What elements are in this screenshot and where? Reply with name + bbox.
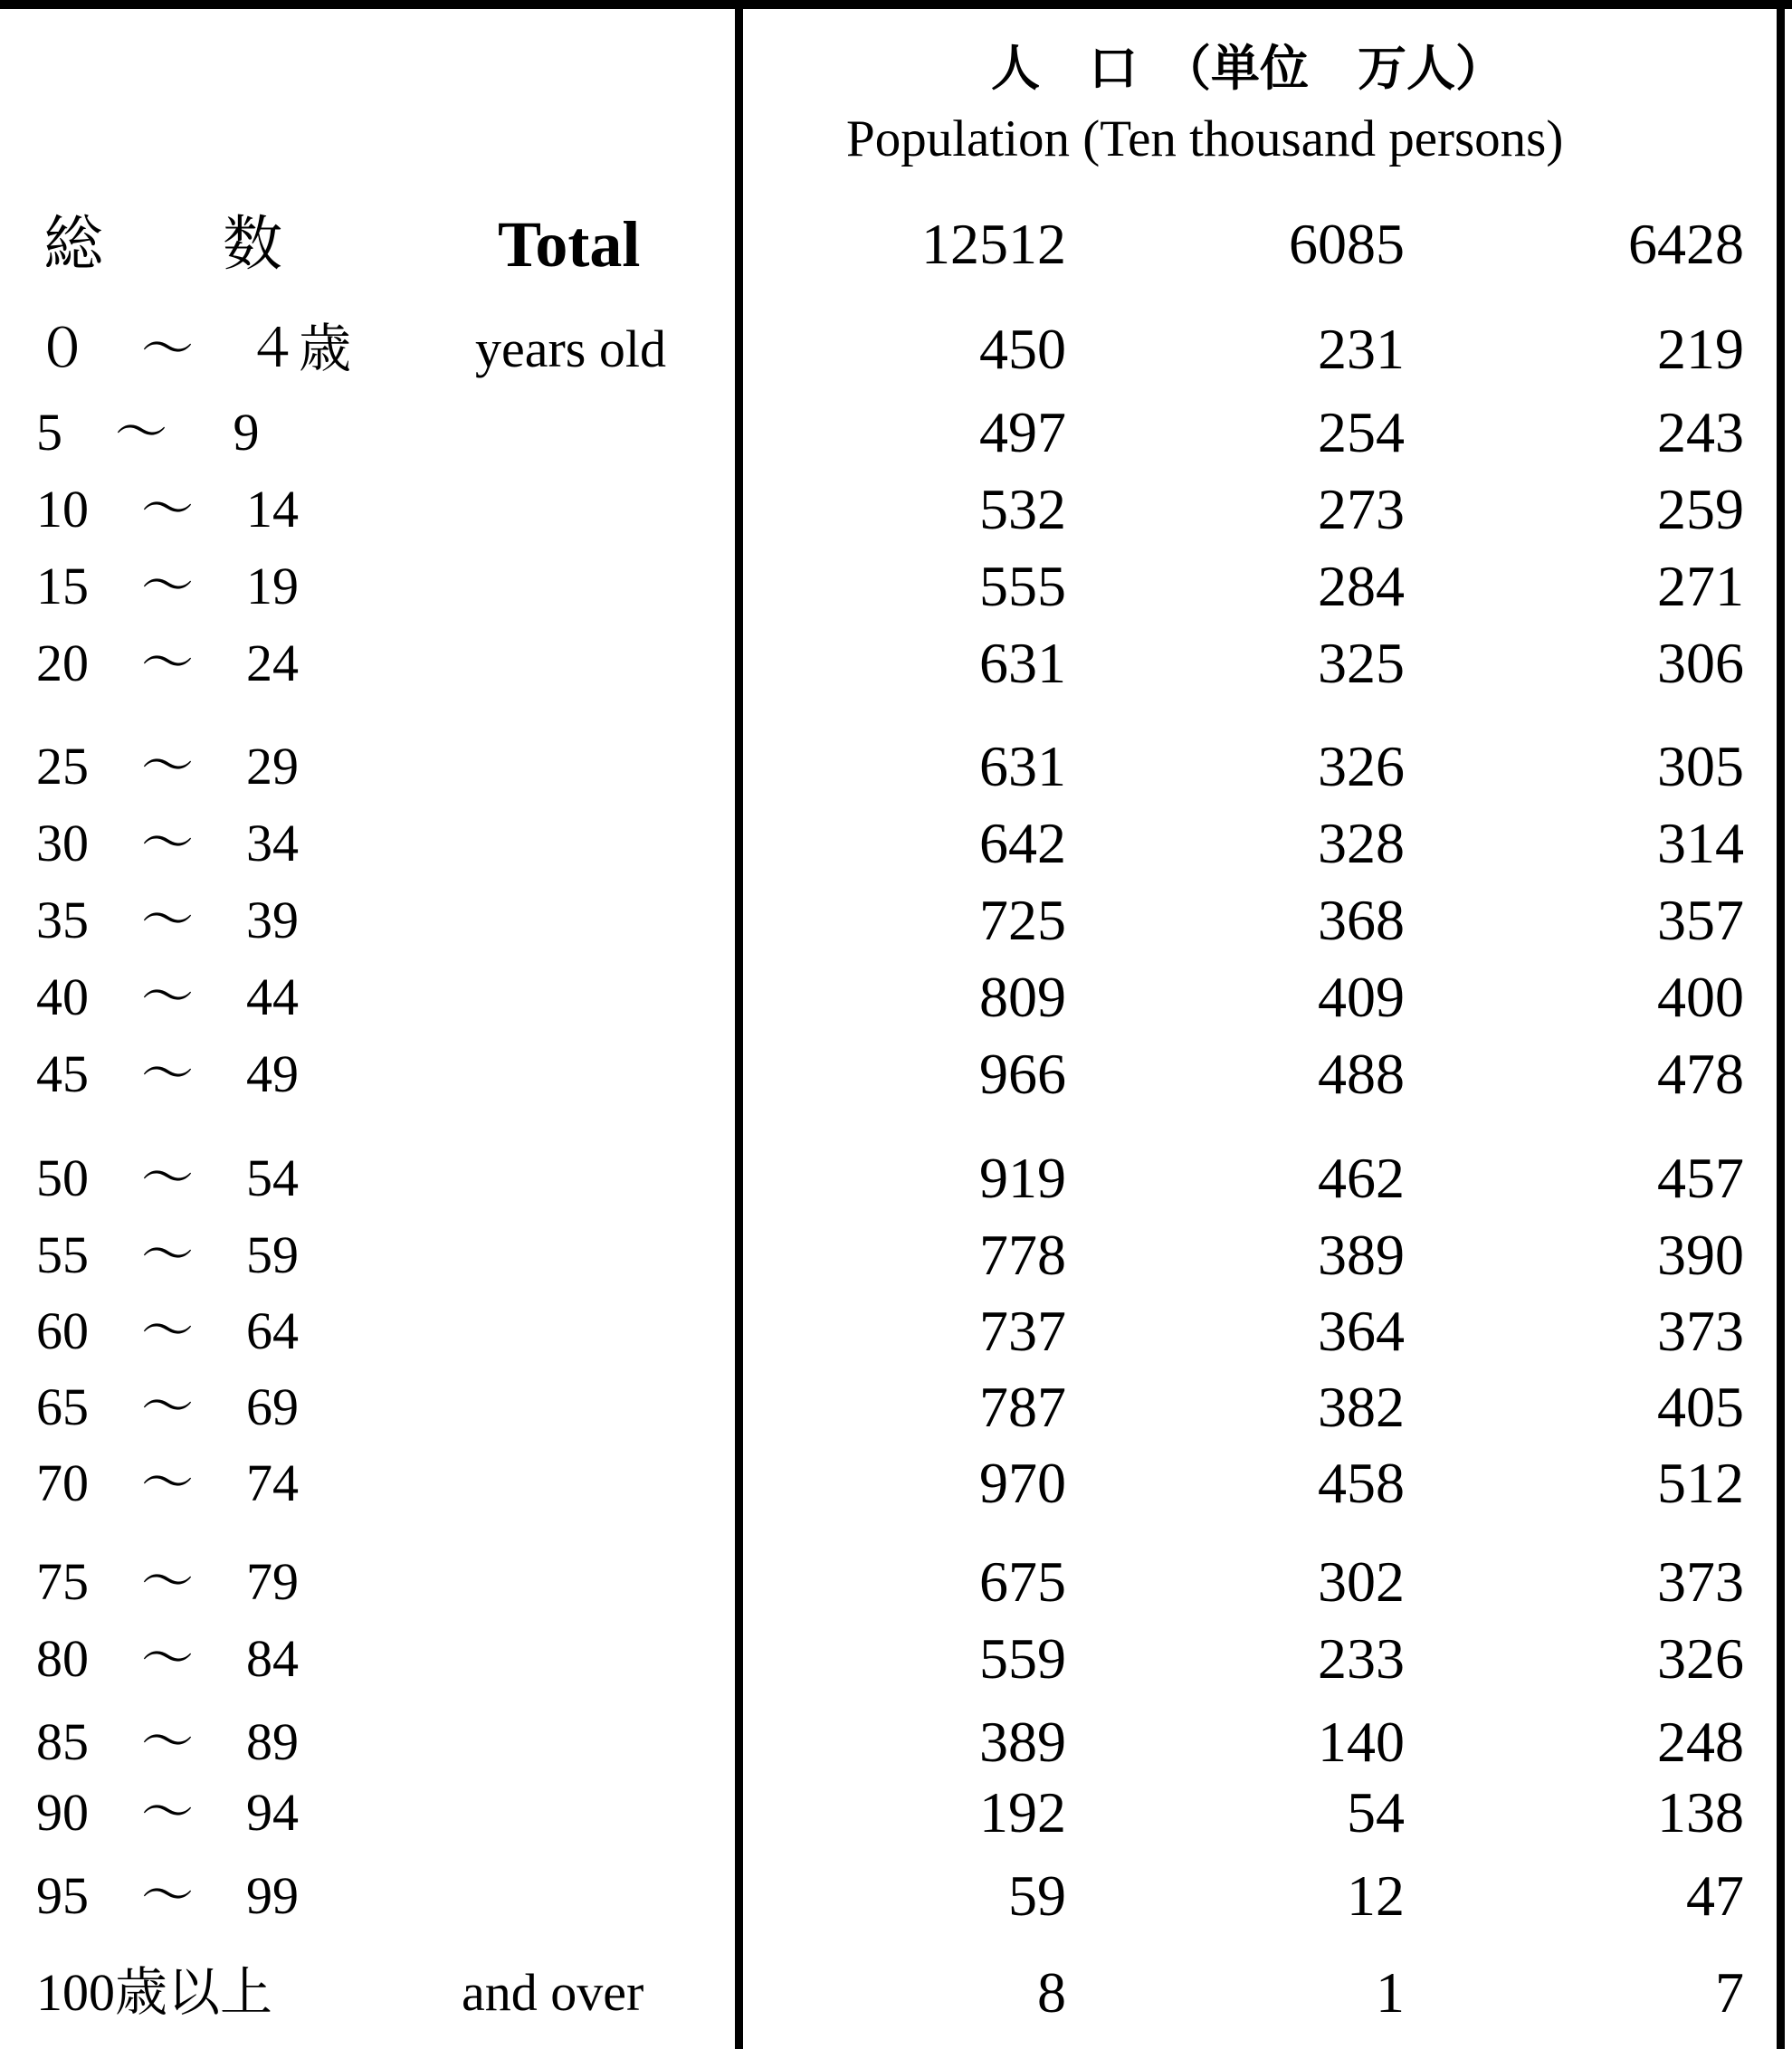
table-row [0,1138,1792,1219]
population-value: 457 [1657,1146,1744,1210]
total-value: 6428 [1628,212,1744,276]
population-value: 364 [1318,1299,1405,1363]
population-value: 59 [1008,1863,1066,1928]
population-value: 405 [1657,1375,1744,1439]
population-value: 919 [979,1146,1066,1210]
table-row [0,957,1792,1038]
population-value: 314 [1657,811,1744,875]
population-value: 373 [1657,1549,1744,1614]
top-tick [1077,0,1080,9]
total-value: 12512 [921,212,1066,276]
population-value: 1 [1376,1960,1405,2025]
population-value: 284 [1318,554,1405,618]
table-row [0,1367,1792,1448]
population-value: 458 [1318,1451,1405,1515]
population-value: 631 [979,631,1066,695]
population-value: 389 [979,1710,1066,1774]
table-row [0,1952,1792,2034]
header-title-jp: 人 口 （単位 万人） [991,40,1504,97]
table-row [0,1443,1792,1524]
table-row [0,1541,1792,1623]
table-row [0,1215,1792,1296]
top-tick [1417,0,1420,9]
unit-label: and over [462,1963,644,2022]
population-value: 325 [1318,631,1405,695]
age-range-label: 15 ～ 19 [36,557,300,615]
population-value: 555 [979,554,1066,618]
population-value: 54 [1347,1780,1405,1844]
age-range-label: 55 ～ 59 [36,1225,300,1284]
population-value: 737 [979,1299,1066,1363]
population-value: 497 [979,400,1066,464]
population-value: 409 [1318,965,1405,1029]
population-value: 970 [979,1451,1066,1515]
population-value: 47 [1686,1863,1744,1928]
table-row [0,1034,1792,1115]
population-value: 373 [1657,1299,1744,1363]
population-value: 8 [1037,1960,1066,2025]
age-range-label: ０ ～ ４歳 [36,319,352,378]
age-range-label: 5 ～ 9 [36,403,260,462]
table-row [0,803,1792,884]
population-value: 642 [979,811,1066,875]
population-value: 302 [1318,1549,1405,1614]
population-value: 725 [979,888,1066,952]
table-row [0,623,1792,704]
population-value: 966 [979,1042,1066,1106]
population-value: 259 [1657,477,1744,541]
age-range-label: 75 ～ 79 [36,1552,300,1611]
table-row [0,726,1792,807]
unit-label: years old [475,319,666,378]
population-value: 328 [1318,811,1405,875]
population-value: 368 [1318,888,1405,952]
population-value: 233 [1318,1626,1405,1691]
population-value: 382 [1318,1375,1405,1439]
age-range-label: 65 ～ 69 [36,1377,300,1436]
population-value: 787 [979,1375,1066,1439]
population-value: 243 [1657,400,1744,464]
population-value: 400 [1657,965,1744,1029]
population-value: 478 [1657,1042,1744,1106]
age-range-label: 100歳以上 [36,1963,273,2022]
population-value: 512 [1657,1451,1744,1515]
population-value: 631 [979,734,1066,798]
table-row [0,392,1792,473]
population-value: 254 [1318,400,1405,464]
table-row [0,1701,1792,1783]
age-range-label: 25 ～ 29 [36,737,300,796]
population-value: 219 [1657,317,1744,381]
age-range-label: 95 ～ 99 [36,1866,300,1925]
age-range-label: 90 ～ 94 [36,1783,300,1842]
age-range-label: 80 ～ 84 [36,1629,300,1688]
population-value: 305 [1657,734,1744,798]
population-value: 231 [1318,317,1405,381]
age-range-label: 50 ～ 54 [36,1148,300,1207]
total-value: 6085 [1289,212,1405,276]
table-row [0,1772,1792,1854]
table-row [0,1855,1792,1937]
population-value: 138 [1657,1780,1744,1844]
age-range-label: 60 ～ 64 [36,1301,300,1360]
population-value: 450 [979,317,1066,381]
population-value: 809 [979,965,1066,1029]
table-row [0,309,1792,390]
table-row [0,880,1792,961]
table-row [0,546,1792,627]
age-range-label: 45 ～ 49 [36,1044,300,1103]
total-label-jp: 総 数 [43,209,282,279]
population-value: 273 [1318,477,1405,541]
age-range-label: 85 ～ 89 [36,1712,300,1771]
population-value: 488 [1318,1042,1405,1106]
population-value: 7 [1715,1960,1744,2025]
table-row [0,1291,1792,1372]
population-value: 326 [1657,1626,1744,1691]
age-range-label: 70 ～ 74 [36,1453,300,1512]
population-value: 248 [1657,1710,1744,1774]
population-value: 192 [979,1780,1066,1844]
population-value: 271 [1657,554,1744,618]
population-value: 12 [1347,1863,1405,1928]
population-value: 675 [979,1549,1066,1614]
age-range-label: 20 ～ 24 [36,634,300,692]
population-value: 326 [1318,734,1405,798]
population-value: 462 [1318,1146,1405,1210]
table-row [0,469,1792,550]
table-row [0,1618,1792,1700]
header-title-en: Population (Ten thousand persons) [846,110,1564,167]
age-range-label: 10 ～ 14 [36,480,300,538]
age-range-label: 40 ～ 44 [36,967,300,1026]
population-value: 778 [979,1223,1066,1287]
age-range-label: 30 ～ 34 [36,814,300,872]
age-range-label: 35 ～ 39 [36,891,300,949]
population-value: 559 [979,1626,1066,1691]
population-value: 389 [1318,1223,1405,1287]
population-value: 532 [979,477,1066,541]
total-label-en: Total [498,208,641,281]
top-rule [0,0,1792,9]
population-value: 140 [1318,1710,1405,1774]
population-value: 390 [1657,1223,1744,1287]
population-value: 357 [1657,888,1744,952]
total-row [0,204,1792,285]
population-value: 306 [1657,631,1744,695]
